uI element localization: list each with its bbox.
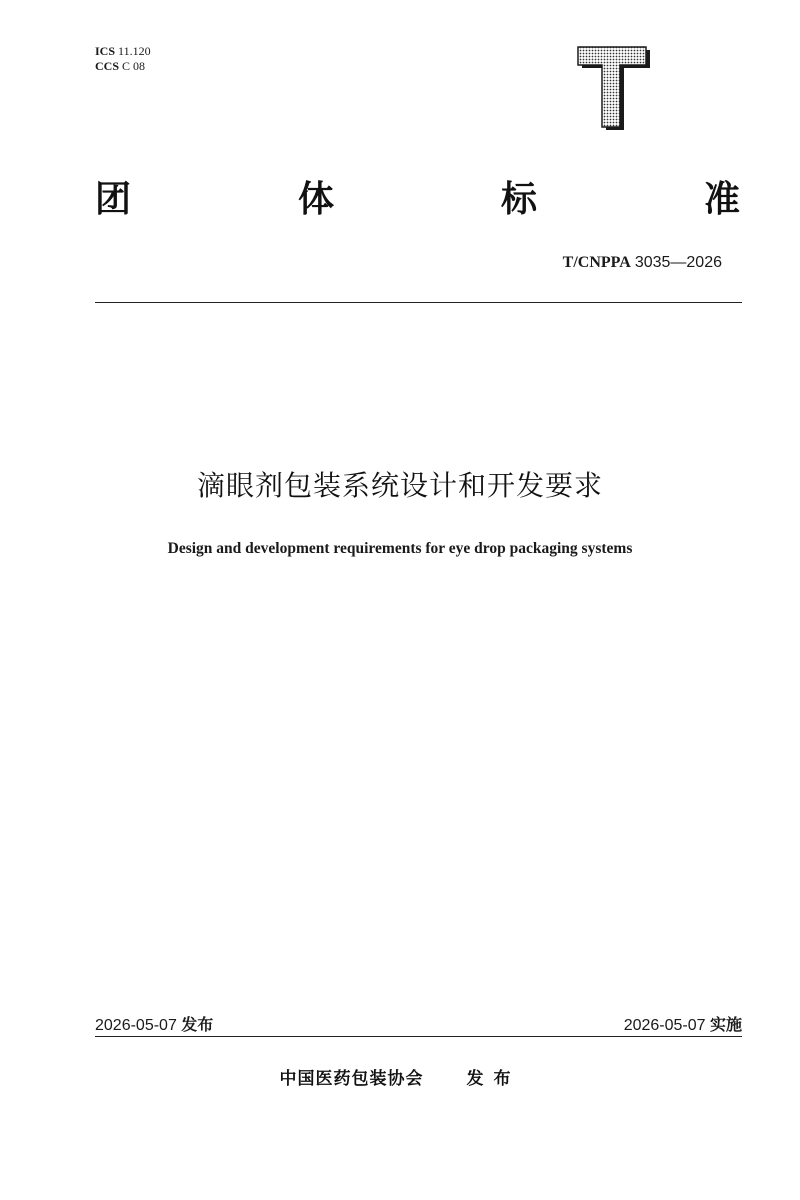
issue-date-word: 发布 [181, 1015, 214, 1034]
issue-date [95, 1012, 213, 1035]
top-divider [95, 302, 742, 303]
standard-number-value: 3035—2026 [634, 254, 722, 271]
issue-date-value: 2026-05-07 [95, 1017, 177, 1034]
publisher-action: 发布 [466, 1069, 521, 1089]
standard-type-char: 团 [95, 178, 132, 220]
publisher [0, 1064, 800, 1089]
standard-type-heading [95, 172, 740, 220]
standard-t-logo-icon [576, 46, 652, 132]
standard-type-char: 准 [703, 178, 740, 220]
ccs-label: CCS [95, 59, 120, 73]
ics-label: ICS [95, 44, 116, 58]
standard-type-char: 体 [297, 178, 334, 220]
publisher-name: 中国医药包装协会 [279, 1069, 424, 1089]
standard-type-char: 标 [500, 178, 537, 220]
ics-value: 11.120 [118, 44, 151, 58]
ccs-value: C 08 [122, 59, 146, 73]
title-chinese: 滴眼剂包装系统设计和开发要求 [196, 469, 603, 502]
title-english: Design and development requirements for eye drop packaging systems [167, 540, 633, 557]
bottom-divider [95, 1036, 742, 1037]
implement-date [624, 1012, 742, 1035]
implement-date-value: 2026-05-07 [623, 1017, 706, 1034]
ics-code [95, 44, 151, 59]
ccs-code [95, 59, 151, 74]
standard-number [563, 254, 722, 272]
standard-number-prefix: T/CNPPA [562, 254, 631, 271]
implement-date-word: 实施 [709, 1015, 742, 1034]
classification-codes [95, 44, 151, 74]
